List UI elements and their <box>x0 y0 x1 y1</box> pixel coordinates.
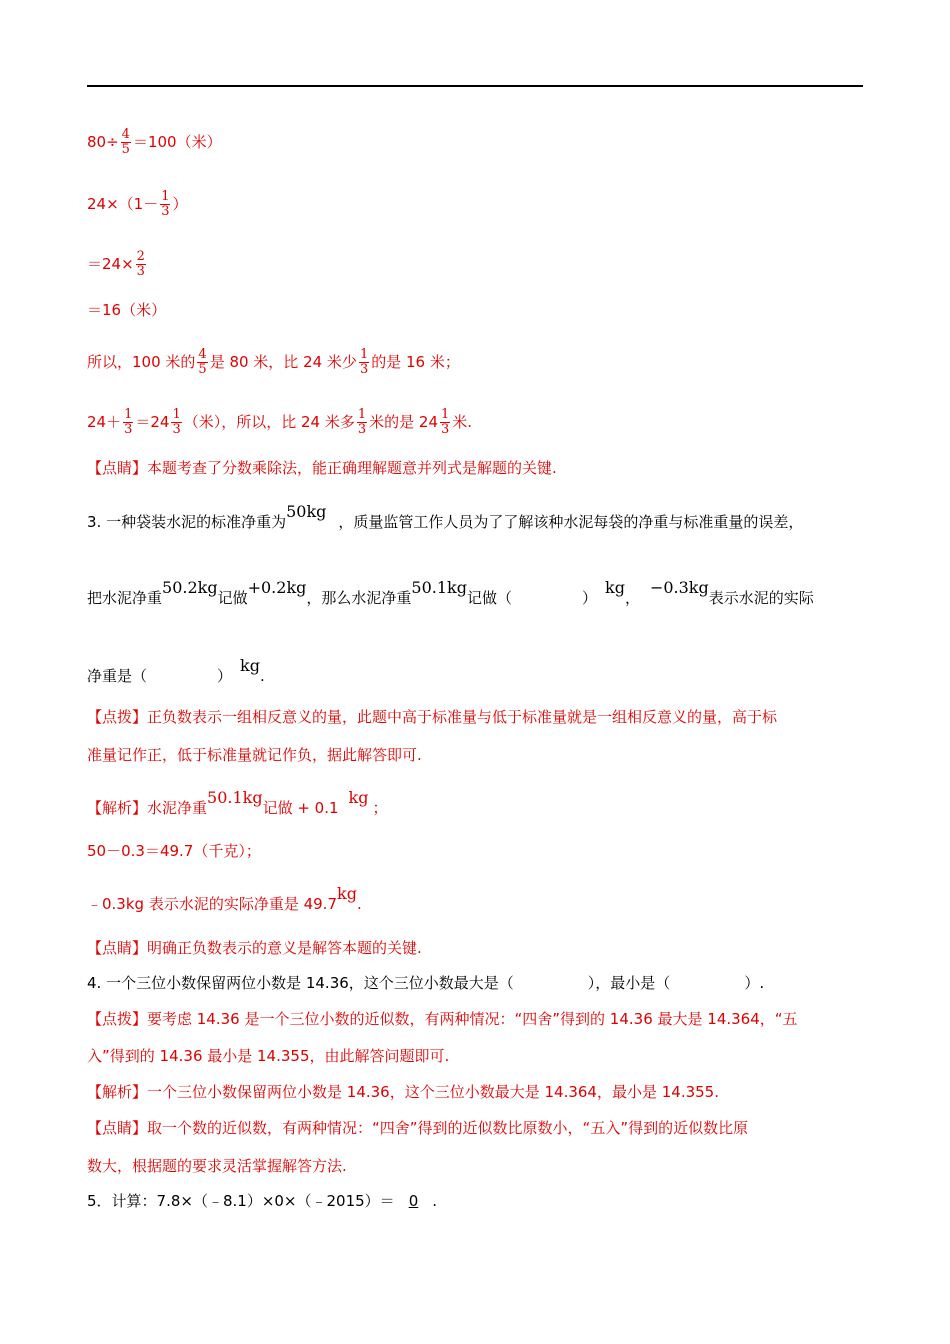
text: 24×（1－ <box>87 195 159 213</box>
q4-note-2: 数大，根据题的要求灵活掌握解答方法. <box>87 1157 347 1175</box>
q3-solution-2: 50－0.3＝49.7（千克）； <box>87 842 261 860</box>
fraction: $\frac{1}{3}$ <box>172 407 181 437</box>
calc-line-6: 24＋ $\frac{1}{3}$ ＝24 $\frac{1}{3}$ （米），所以，比 24 米多 $\frac{1}{3}$ 米的是 24 $\frac{1}{3}$ 米. <box>87 407 473 437</box>
fraction: $\frac{4}{5}$ <box>121 127 130 157</box>
header-rule <box>87 85 863 87</box>
calc-line-1 <box>87 128 222 157</box>
standard-weight: 50kg <box>286 502 327 521</box>
text: ＝24× <box>87 255 134 273</box>
q3-note: 【点睛】明确正负数表示的意义是解答本题的关键. <box>87 939 422 957</box>
q4-solution: 【解析】一个三位小数保留两位小数是 14.36，这个三位小数最大是 14.364，最小是 14.355. <box>87 1083 719 1101</box>
q5-answer: 0 <box>408 1192 419 1210</box>
q3-stem-line-2: 把水泥净重50.2kg记做+0.2kg，那么水泥净重50.1kg记做（ ）kg，−0.3kg表示水泥的实际 <box>87 578 814 607</box>
calc-line-4: ＝16（米） <box>87 301 167 319</box>
calc-line-2 <box>87 190 188 219</box>
q5-stem: 5．计算：7.8×（﹣8.1）×0×（﹣2015）＝ 0 . <box>87 1192 438 1210</box>
weight-2: 50.1kg <box>411 578 467 597</box>
q3-hint-2: 准量记作正，低于标准量就记作负，据此解答即可. <box>87 746 422 764</box>
q4-hint-2: 入”得到的 14.36 最小是 14.355，由此解答问题即可. <box>87 1047 450 1065</box>
fraction: $\frac{2}{3}$ <box>136 249 145 279</box>
fraction: $\frac{1}{3}$ <box>161 189 170 219</box>
text: ＝100（米） <box>132 133 222 151</box>
q3-solution-3: ﹣0.3kg 表示水泥的实际净重是 49.7kg. <box>87 884 362 913</box>
negative-record: −0.3kg <box>649 578 709 597</box>
q4-hint-1: 【点拨】要考虑 14.36 是一个三位小数的近似数，有两种情况：“四舍”得到的 14.36 最大是 14.364，“五 <box>87 1010 798 1028</box>
text: ） <box>172 195 188 213</box>
q3-stem-line-1: 3. 一种袋装水泥的标准净重为50kg，质量监管工作人员为了了解该种水泥每袋的净重与标准重量的误差， <box>87 502 804 531</box>
fraction: $\frac{1}{3}$ <box>441 407 450 437</box>
weight-1: 50.2kg <box>162 578 218 597</box>
calc-line-5: 所以，100 米的 $\frac{4}{5}$ 是 80 米，比 24 米少 $\frac{1}{3}$ 的是 16 米； <box>87 347 460 377</box>
q3-hint-1: 【点拨】正负数表示一组相反意义的量，此题中高于标准量与低于标准量就是一组相反意义的量，高于标 <box>87 708 778 726</box>
fraction: $\frac{1}{3}$ <box>359 347 369 377</box>
calc-note: 【点睛】本题考查了分数乘除法，能正确理解题意并列式是解题的关键. <box>87 459 557 477</box>
q4-stem: 4. 一个三位小数保留两位小数是 14.36，这个三位小数最大是（ ），最小是（ ）. <box>87 974 765 992</box>
fraction: $\frac{4}{5}$ <box>198 347 207 377</box>
q3-stem-line-3: 净重是（ ）kg. <box>87 656 265 685</box>
fraction: $\frac{1}{3}$ <box>357 407 367 437</box>
q3-solution-1: 【解析】水泥净重50.1kg记做 + 0.1kg； <box>87 788 388 817</box>
record-1: +0.2kg <box>247 578 307 597</box>
calc-line-3 <box>87 250 148 279</box>
text: 80÷ <box>87 133 119 151</box>
fraction: $\frac{1}{3}$ <box>124 407 133 437</box>
q4-note-1: 【点睛】取一个数的近似数，有两种情况：“四舍”得到的近似数比原数小，“五入”得到的近似数比原 <box>87 1119 749 1137</box>
